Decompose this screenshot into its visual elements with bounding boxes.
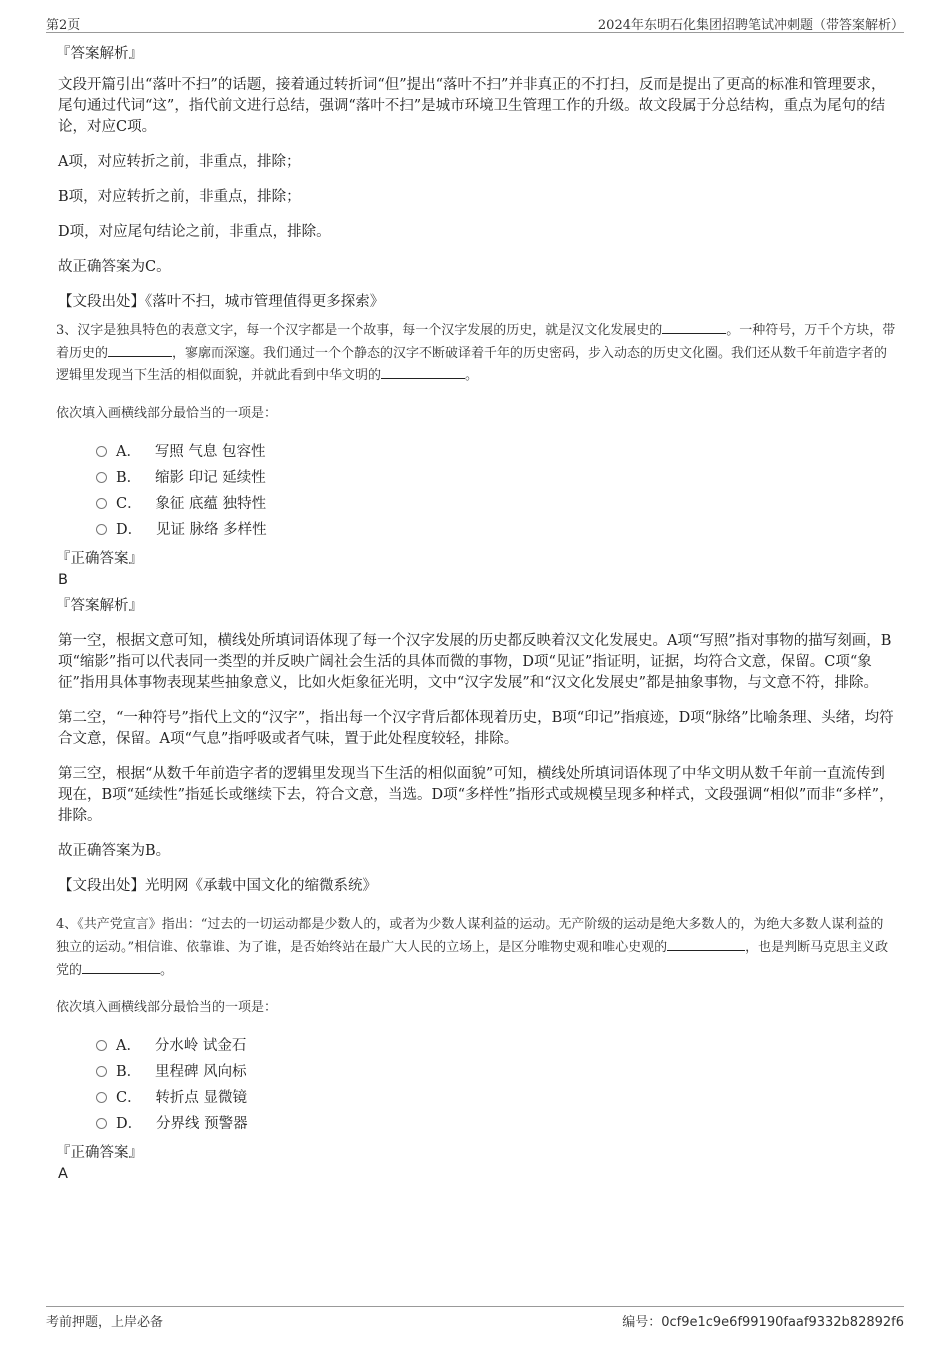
q4-option-b[interactable]: B． 里程碑 风向标 bbox=[96, 1059, 896, 1085]
q3-analysis-1: 第一空，根据文意可知，横线处所填词语体现了每一个汉字发展的历史都反映着汉文化发展史。A项“写照”指对事物的描写刻画，B项“缩影”指可以代表同一类型的并反映广阔社会生活的具体而微的事物，D项“见证”指证明，证据，均符合文意，保留。C项“象征”指用具体事物表现某些抽象意义，比如火炬象征光明，文中“汉字发展”和“汉文化发展史”都是抽象事物，与文意不符，排除。 bbox=[58, 633, 892, 692]
q4-answer: A bbox=[58, 1166, 68, 1183]
q3-stem: 3、汉字是独具特色的表意文字，每一个汉字都是一个故事，每一个汉字发展的历史，就是汉文化发展史的 。一种符号，万千个方块，带着历史的 ，寥廓而深邃。我们通过一个个静态的汉字不断破译着千年的历史密码，步入动态的历史文化圈。我们还从数千年前造字者的逻辑里发现当下生活的相似面貌，并就此看到中华文明的 。 bbox=[56, 322, 896, 384]
q2-source: 【文段出处】《落叶不扫，城市管理值得更多探索》 bbox=[58, 294, 385, 311]
q2-option-d-note: D项，对应尾句结论之前，非重点，排除。 bbox=[58, 224, 331, 241]
radio-icon[interactable] bbox=[96, 498, 107, 509]
q2-analysis: 文段开篇引出“落叶不扫”的话题，接着通过转折词“但”提出“落叶不扫”并非真正的不打扫，反而是提出了更高的标准和管理要求，尾句通过代词“这”，指代前文进行总结，强调“落叶不扫”是城市环境卫生管理工作的升级。故文段属于分总结构，重点为尾句的结论，对应C项。 bbox=[58, 77, 886, 136]
q3-analysis-3: 第三空，根据“从数千年前造字者的逻辑里发现当下生活的相似面貌”可知，横线处所填词语体现了中华文明从数千年前一直流传到现在，B项“延续性”指延长或继续下去，符合文意，当选。D项“多样性”指形式或规模呈现多种样式，文段强调“相似”而非“多样”，排除。 bbox=[58, 766, 894, 825]
blank-1 bbox=[667, 940, 745, 951]
q3-options bbox=[96, 439, 896, 543]
radio-icon[interactable] bbox=[96, 1092, 107, 1103]
radio-icon[interactable] bbox=[96, 446, 107, 457]
blank-3 bbox=[381, 368, 465, 379]
radio-icon[interactable] bbox=[96, 472, 107, 483]
q3-option-d[interactable]: D． 见证 脉络 多样性 bbox=[96, 517, 896, 543]
radio-icon[interactable] bbox=[96, 1118, 107, 1129]
q3-analysis-2: 第二空，“一种符号”指代上文的“汉字”，指出每一个汉字背后都体现着历史，B项“印记”指痕迹，D项“脉络”比喻条理、头绪，均符合文意，保留。A项“气息”指呼吸或者气味，置于此处程度较轻，排除。 bbox=[58, 710, 894, 748]
page-footer bbox=[46, 1306, 904, 1330]
q3-option-b[interactable]: B． 缩影 印记 延续性 bbox=[96, 465, 896, 491]
page-header bbox=[46, 12, 904, 33]
document-id: 编号：0cf9e1c9e6f99190faaf9332b82892f6 bbox=[622, 1315, 904, 1330]
q2-conclusion: 故正确答案为C。 bbox=[58, 259, 171, 276]
q4-option-d[interactable]: D． 分界线 预警器 bbox=[96, 1111, 896, 1137]
blank-2 bbox=[82, 963, 160, 974]
q3-analysis-label: 『答案解析』 bbox=[56, 598, 143, 615]
radio-icon[interactable] bbox=[96, 1066, 107, 1077]
page-content bbox=[56, 44, 896, 1190]
q3-answer: B bbox=[58, 572, 68, 589]
q3-conclusion: 故正确答案为B。 bbox=[58, 843, 171, 860]
footer-slogan: 考前押题，上岸必备 bbox=[46, 1315, 164, 1330]
q4-stem: 4、《共产党宣言》指出：“过去的一切运动都是少数人的，或者为少数人谋利益的运动。无产阶级的运动是绝大多数人的，为绝大多数人谋利益的独立的运动。”相信谁、依靠谁、为了谁，是否始终站在最广大人民的立场上，是区分唯物史观和唯心史观的 ，也是判断马克思主义政党的 。 bbox=[56, 917, 889, 978]
q4-option-c[interactable]: C． 转折点 显微镜 bbox=[96, 1085, 896, 1111]
page-number: 第2页 bbox=[46, 18, 81, 33]
q4-instruction: 依次填入画横线部分最恰当的一项是： bbox=[56, 1000, 278, 1016]
q4-answer-label: 『正确答案』 bbox=[56, 1145, 143, 1162]
q3-source: 【文段出处】光明网《承载中国文化的缩微系统》 bbox=[58, 878, 377, 895]
q2-analysis-label: 『答案解析』 bbox=[56, 46, 143, 62]
q3-answer-label: 『正确答案』 bbox=[56, 551, 143, 568]
q2-option-a-note: A项，对应转折之前，非重点，排除； bbox=[58, 154, 301, 171]
radio-icon[interactable] bbox=[96, 524, 107, 535]
q4-options bbox=[96, 1033, 896, 1137]
radio-icon[interactable] bbox=[96, 1040, 107, 1051]
q4-option-a[interactable]: A． 分水岭 试金石 bbox=[96, 1033, 896, 1059]
q3-option-c[interactable]: C． 象征 底蕴 独特性 bbox=[96, 491, 896, 517]
blank-1 bbox=[662, 323, 726, 334]
q3-option-a[interactable]: A． 写照 气息 包容性 bbox=[96, 439, 896, 465]
q2-option-b-note: B项，对应转折之前，非重点，排除； bbox=[58, 189, 301, 206]
q3-instruction: 依次填入画横线部分最恰当的一项是： bbox=[56, 406, 278, 422]
document-title: 2024年东明石化集团招聘笔试冲刺题（带答案解析） bbox=[597, 18, 904, 33]
blank-2 bbox=[108, 346, 172, 357]
